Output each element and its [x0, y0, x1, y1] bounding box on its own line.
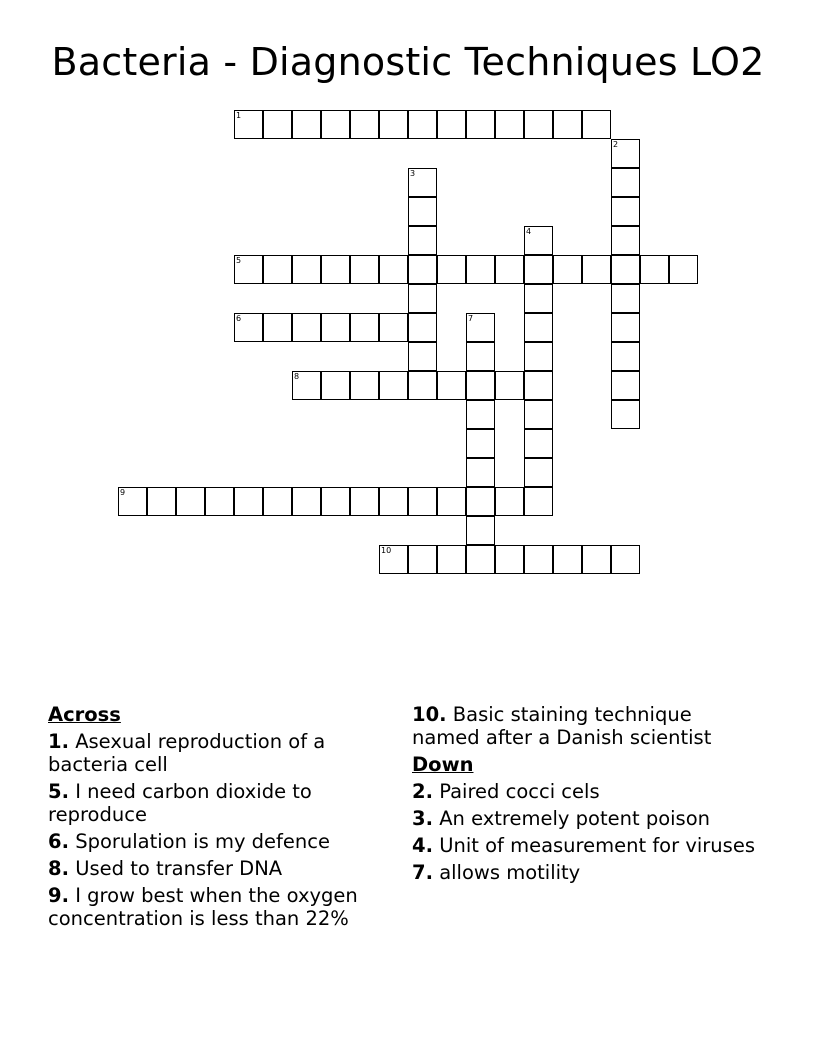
- across-heading: Across: [48, 703, 121, 726]
- grid-cell[interactable]: [408, 255, 437, 284]
- grid-cell[interactable]: [408, 545, 437, 574]
- cell-number: 7: [468, 314, 474, 323]
- cell-number: 9: [120, 488, 126, 497]
- grid-cell[interactable]: [524, 284, 553, 313]
- grid-cell[interactable]: [408, 284, 437, 313]
- grid-cell[interactable]: [408, 110, 437, 139]
- clue-text: I need carbon dioxide to reproduce: [48, 780, 312, 826]
- grid-cell[interactable]: [437, 371, 466, 400]
- cell-number: 1: [236, 111, 242, 120]
- grid-cell[interactable]: [495, 545, 524, 574]
- grid-cell[interactable]: [466, 255, 495, 284]
- clue-across-1: [48, 730, 398, 776]
- grid-cell[interactable]: [379, 313, 408, 342]
- clue-across-5: [48, 780, 398, 826]
- grid-cell[interactable]: [611, 284, 640, 313]
- grid-cell[interactable]: [350, 110, 379, 139]
- grid-cell[interactable]: [611, 313, 640, 342]
- clue-across-6: [48, 830, 398, 853]
- grid-cell[interactable]: [524, 313, 553, 342]
- grid-cell[interactable]: [524, 545, 553, 574]
- grid-cell[interactable]: [234, 487, 263, 516]
- grid-cell[interactable]: [553, 110, 582, 139]
- clue-number: 1.: [48, 730, 69, 753]
- grid-cell[interactable]: [408, 226, 437, 255]
- grid-cell[interactable]: [176, 487, 205, 516]
- grid-cell[interactable]: [611, 545, 640, 574]
- page-title: Bacteria - Diagnostic Techniques LO2: [51, 40, 765, 84]
- grid-cell[interactable]: [292, 313, 321, 342]
- grid-cell[interactable]: [408, 197, 437, 226]
- grid-cell[interactable]: [524, 429, 553, 458]
- grid-cell[interactable]: [466, 110, 495, 139]
- clue-text: Paired cocci cels: [439, 780, 600, 803]
- grid-cell[interactable]: [582, 255, 611, 284]
- grid-cell[interactable]: [379, 255, 408, 284]
- clue-number: 8.: [48, 857, 69, 880]
- clue-text: I grow best when the oxygen concentration is less than 22%: [48, 884, 358, 930]
- grid-cell[interactable]: [350, 487, 379, 516]
- grid-cell[interactable]: [321, 255, 350, 284]
- cell-number: 6: [236, 314, 242, 323]
- grid-cell[interactable]: [321, 371, 350, 400]
- grid-cell[interactable]: [350, 313, 379, 342]
- grid-cell[interactable]: [466, 516, 495, 545]
- grid-cell[interactable]: [466, 342, 495, 371]
- grid-cell[interactable]: [611, 226, 640, 255]
- grid-cell[interactable]: [553, 255, 582, 284]
- cell-number: 8: [294, 372, 300, 381]
- cell-number: 10: [381, 546, 392, 555]
- clue-down-7: [412, 861, 762, 884]
- grid-cell[interactable]: [292, 255, 321, 284]
- grid-cell[interactable]: [234, 110, 263, 139]
- grid-cell[interactable]: [669, 255, 698, 284]
- grid-cell[interactable]: [524, 342, 553, 371]
- grid-cell[interactable]: [205, 487, 234, 516]
- clue-number: 5.: [48, 780, 69, 803]
- grid-cell[interactable]: [466, 371, 495, 400]
- grid-cell[interactable]: [408, 342, 437, 371]
- clue-number: 2.: [412, 780, 433, 803]
- grid-cell[interactable]: [321, 487, 350, 516]
- grid-cell[interactable]: [147, 487, 176, 516]
- down-heading: Down: [412, 753, 474, 776]
- grid-cell[interactable]: [611, 342, 640, 371]
- clue-text: Basic staining technique named after a Danish scientist: [412, 703, 712, 749]
- cell-number: 4: [526, 227, 532, 236]
- grid-cell[interactable]: [524, 255, 553, 284]
- grid-cell[interactable]: [611, 371, 640, 400]
- grid-cell[interactable]: [118, 487, 147, 516]
- grid-cell[interactable]: [379, 110, 408, 139]
- grid-cell[interactable]: [466, 400, 495, 429]
- grid-cell[interactable]: [321, 110, 350, 139]
- clue-number: 10.: [412, 703, 447, 726]
- grid-cell[interactable]: [466, 313, 495, 342]
- clue-across-9: [48, 884, 398, 930]
- grid-cell[interactable]: [234, 255, 263, 284]
- grid-cell[interactable]: [611, 400, 640, 429]
- grid-cell[interactable]: [640, 255, 669, 284]
- grid-cell[interactable]: [234, 313, 263, 342]
- grid-cell[interactable]: [611, 168, 640, 197]
- grid-cell[interactable]: [263, 487, 292, 516]
- grid-cell[interactable]: [437, 110, 466, 139]
- clue-text: Sporulation is my defence: [75, 830, 330, 853]
- grid-cell[interactable]: [408, 371, 437, 400]
- grid-cell[interactable]: [524, 458, 553, 487]
- clue-text: An extremely potent poison: [439, 807, 710, 830]
- clue-down-4: [412, 834, 762, 857]
- clue-number: 7.: [412, 861, 433, 884]
- grid-cell[interactable]: [611, 197, 640, 226]
- grid-cell[interactable]: [292, 110, 321, 139]
- grid-cell[interactable]: [292, 487, 321, 516]
- clue-number: 3.: [412, 807, 433, 830]
- grid-cell[interactable]: [379, 487, 408, 516]
- clue-across-10: [412, 703, 762, 749]
- grid-cell[interactable]: [350, 371, 379, 400]
- grid-cell[interactable]: [437, 255, 466, 284]
- grid-cell[interactable]: [611, 139, 640, 168]
- grid-cell[interactable]: [466, 487, 495, 516]
- grid-cell[interactable]: [263, 110, 292, 139]
- clue-number: 9.: [48, 884, 69, 907]
- grid-cell[interactable]: [582, 110, 611, 139]
- grid-cell[interactable]: [524, 226, 553, 255]
- clue-number: 6.: [48, 830, 69, 853]
- clue-across-8: [48, 857, 398, 880]
- clues-left-column: [48, 703, 398, 934]
- clue-down-3: [412, 807, 762, 830]
- clue-text: Used to transfer DNA: [75, 857, 283, 880]
- grid-cell[interactable]: [437, 487, 466, 516]
- clue-text: allows motility: [439, 861, 581, 884]
- grid-cell[interactable]: [466, 458, 495, 487]
- grid-cell[interactable]: [350, 255, 379, 284]
- grid-cell[interactable]: [408, 487, 437, 516]
- cell-number: 2: [613, 140, 619, 149]
- clues-right-column: [412, 703, 762, 888]
- grid-cell[interactable]: [408, 313, 437, 342]
- grid-cell[interactable]: [524, 487, 553, 516]
- grid-cell[interactable]: [466, 429, 495, 458]
- grid-cell[interactable]: [292, 371, 321, 400]
- grid-cell[interactable]: [379, 371, 408, 400]
- grid-cell[interactable]: [263, 255, 292, 284]
- grid-cell[interactable]: [495, 255, 524, 284]
- clue-text: Asexual reproduction of a bacteria cell: [48, 730, 326, 776]
- grid-cell[interactable]: [524, 371, 553, 400]
- grid-cell[interactable]: [437, 545, 466, 574]
- grid-cell[interactable]: [466, 545, 495, 574]
- grid-cell[interactable]: [379, 545, 408, 574]
- grid-cell[interactable]: [524, 110, 553, 139]
- clue-text: Unit of measurement for viruses: [439, 834, 755, 857]
- grid-cell[interactable]: [495, 487, 524, 516]
- grid-cell[interactable]: [553, 545, 582, 574]
- clue-number: 4.: [412, 834, 433, 857]
- grid-cell[interactable]: [408, 168, 437, 197]
- clue-down-2: [412, 780, 762, 803]
- cell-number: 3: [410, 169, 416, 178]
- grid-cell[interactable]: [582, 545, 611, 574]
- cell-number: 5: [236, 256, 242, 265]
- grid-cell[interactable]: [263, 313, 292, 342]
- grid-cell[interactable]: [495, 371, 524, 400]
- grid-cell[interactable]: [611, 255, 640, 284]
- grid-cell[interactable]: [495, 110, 524, 139]
- grid-cell[interactable]: [321, 313, 350, 342]
- grid-cell[interactable]: [524, 400, 553, 429]
